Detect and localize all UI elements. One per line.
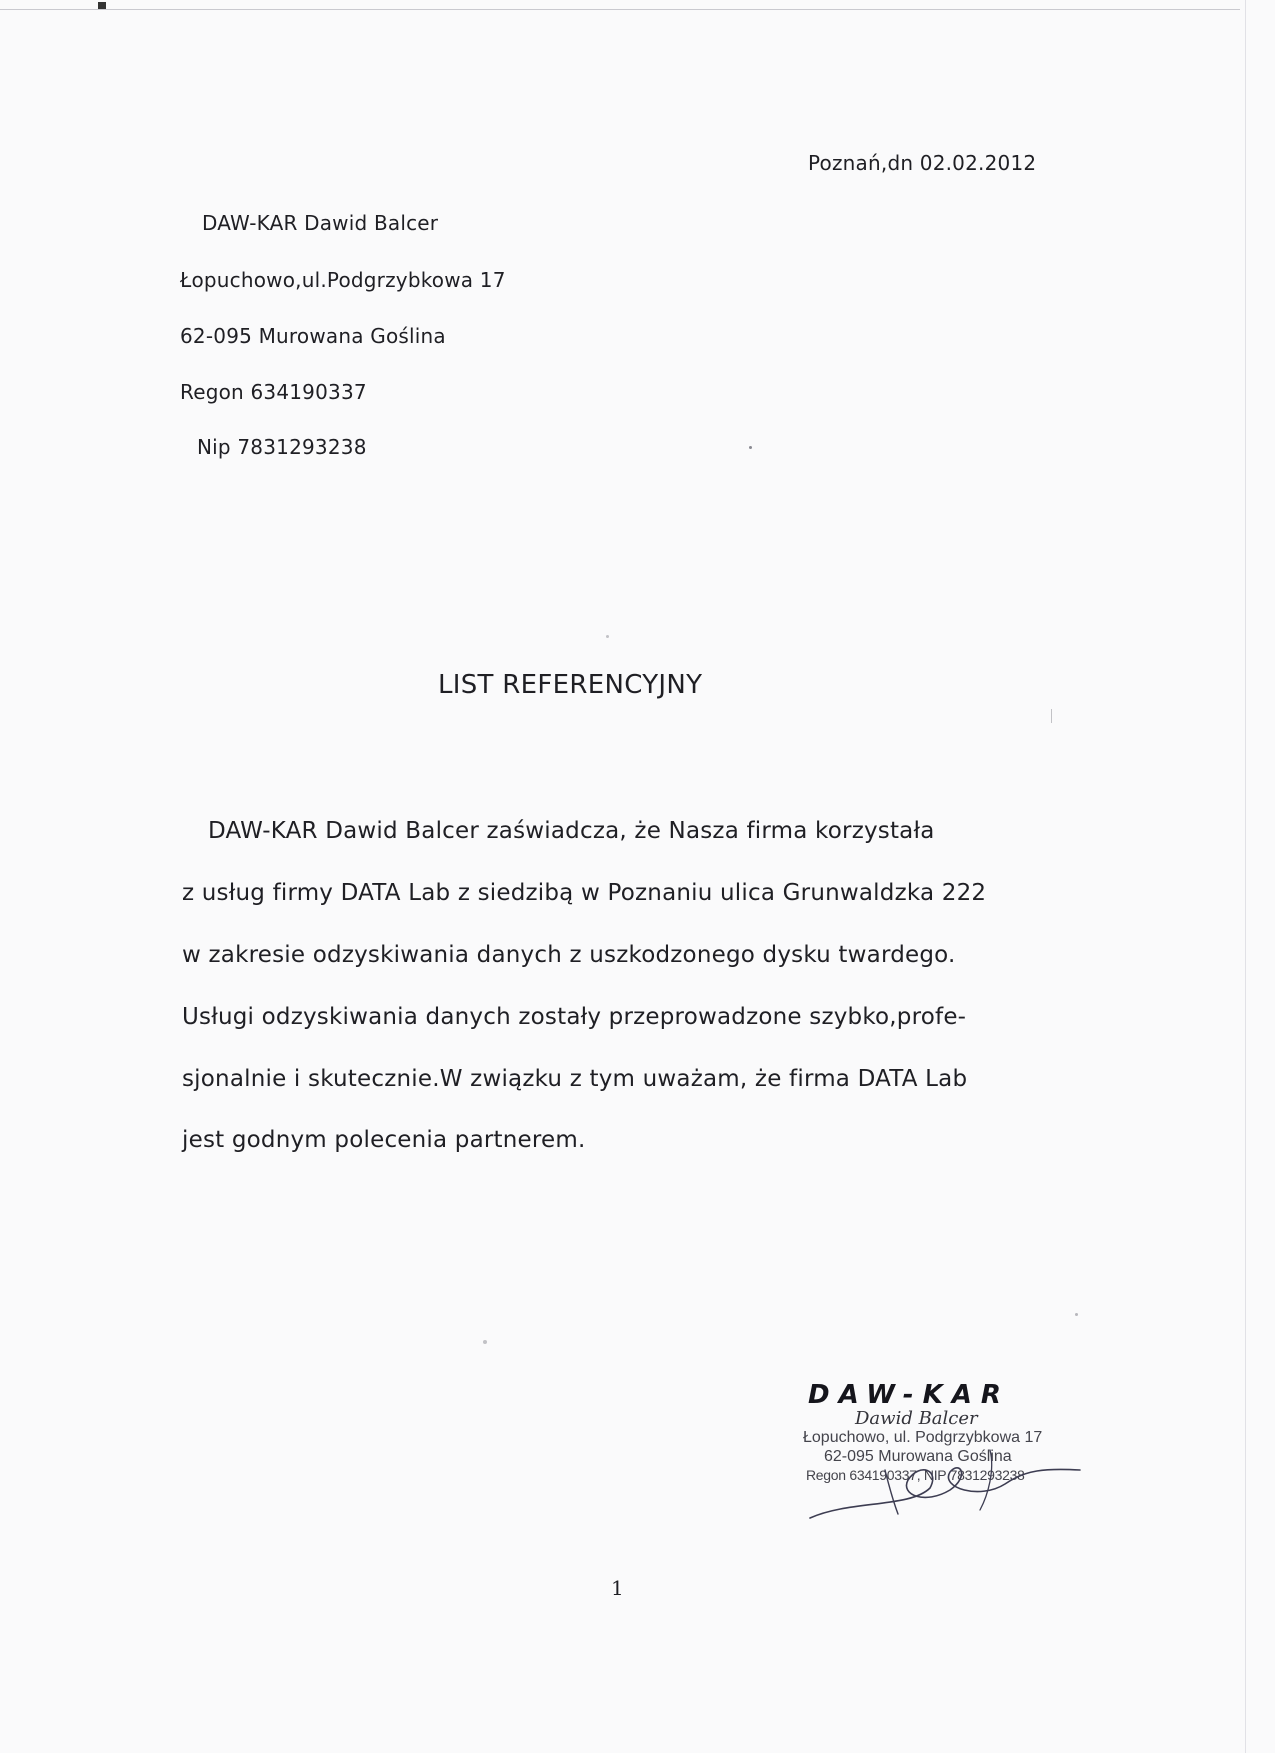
sender-regon: Regon 634190337 (180, 380, 367, 404)
stamp-city: 62-095 Murowana Goślina (824, 1448, 1012, 1465)
sender-street: Łopuchowo,ul.Podgrzybkowa 17 (180, 268, 506, 292)
scan-speck (606, 635, 609, 638)
place-date: Poznań,dn 02.02.2012 (808, 151, 1037, 175)
scan-speck (1075, 1313, 1078, 1316)
page-number: 1 (611, 1576, 624, 1600)
scan-top-edge (0, 9, 1240, 10)
stamp-address: Łopuchowo, ul. Podgrzybkowa 17 (803, 1429, 1043, 1446)
body-line: Usługi odzyskiwania danych zostały przeprowadzone szybko,profe- (182, 1004, 967, 1030)
stamp-name: Dawid Balcer (855, 1408, 978, 1429)
body-line: DAW-KAR Dawid Balcer zaświadcza, że Nasza firma korzystała (208, 818, 935, 844)
sender-nip: Nip 7831293238 (197, 435, 367, 459)
body-line: sjonalnie i skutecznie.W związku z tym uważam, że firma DATA Lab (182, 1066, 968, 1092)
scan-speck (749, 446, 752, 449)
sender-company: DAW-KAR Dawid Balcer (202, 211, 439, 235)
scan-corner-mark (98, 2, 106, 9)
body-line: w zakresie odzyskiwania danych z uszkodzonego dysku twardego. (182, 942, 956, 968)
document-title: LIST REFERENCYJNY (438, 670, 703, 700)
stamp-ids: Regon 634190337, NIP 7831293238 (806, 1467, 1025, 1483)
stamp-logo: DAW-KAR (808, 1380, 1010, 1410)
body-line: z usług firmy DATA Lab z siedzibą w Poznaniu ulica Grunwaldzka 222 (182, 880, 987, 906)
sender-city: 62-095 Murowana Goślina (180, 324, 446, 348)
company-stamp (800, 1380, 1070, 1500)
scan-speck (1051, 709, 1052, 723)
scan-speck (483, 1340, 487, 1344)
body-line: jest godnym polecenia partnerem. (182, 1127, 586, 1153)
scan-right-edge (1245, 0, 1246, 1753)
